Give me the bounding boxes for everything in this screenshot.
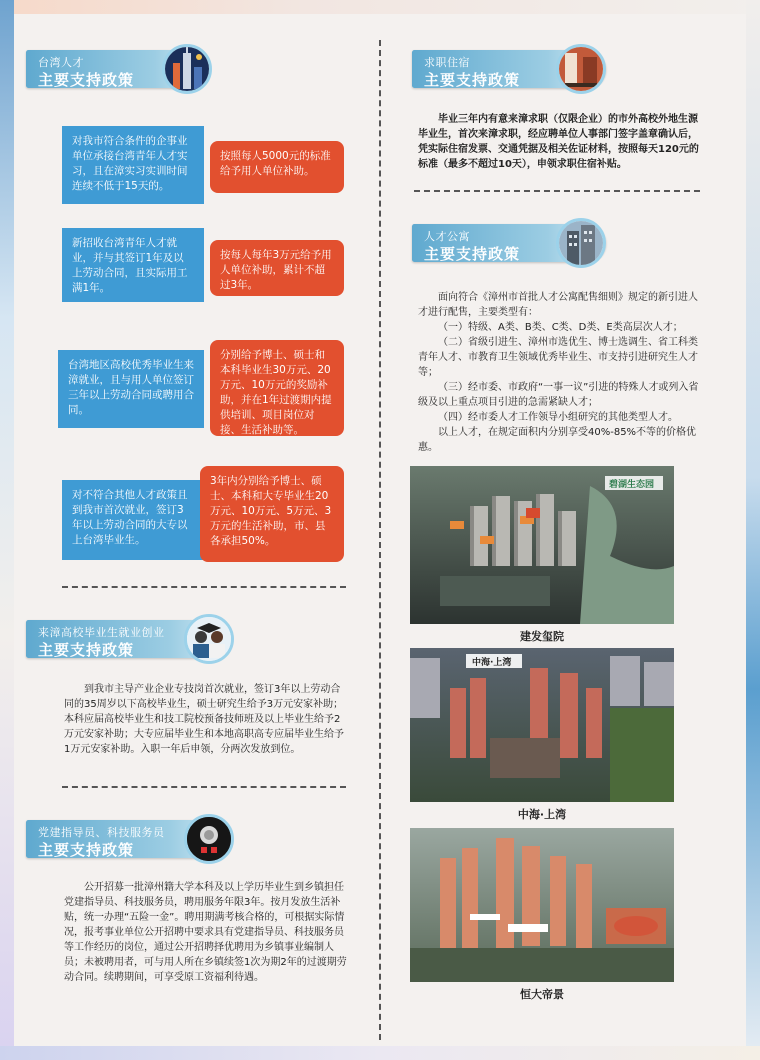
section-header-accommodation [412, 44, 606, 92]
section-subtitle: 求职住宿 [424, 56, 470, 69]
column-divider [379, 40, 381, 1040]
page-edge-left [0, 0, 14, 1060]
photo-caption: 中海·上湾 [517, 808, 567, 821]
hotel-room-icon [556, 44, 606, 94]
apartment-item-4: （四）经市委人才工作领导小组研究的其他类型人才。 [438, 412, 678, 423]
skyscraper-icon [162, 44, 212, 94]
page-edge-top [0, 0, 760, 14]
apartment-item-2: （二）省级引进生、漳州市选优生、博士选调生、省工科类青年人才、市教育卫生领域优秀毕业生、市支持引进研究生人才等； [418, 337, 698, 378]
section-subtitle: 来漳高校毕业生就业创业 [38, 626, 165, 639]
apartment-item-3: （三）经市委、市政府“一事一议”引进的特殊人才或列入省级及以上重点项目引进的急需紧缺人才； [418, 382, 699, 408]
section-title: 主要支持政策 [38, 641, 135, 659]
section-title: 主要支持政策 [38, 71, 135, 89]
section-divider [62, 786, 346, 788]
section-title: 主要支持政策 [424, 245, 521, 263]
photo-label-tag: 中海·上湾 [472, 658, 512, 668]
section-header-apartment [412, 218, 606, 266]
photo-caption: 建发玺院 [520, 630, 564, 643]
page-edge-right [746, 0, 760, 1060]
section-title: 主要支持政策 [424, 71, 521, 89]
photo-label-tag: 碧湖生态园 [609, 480, 655, 490]
photo-jianfa-xiyuan [410, 466, 674, 624]
section-header-graduates [26, 614, 232, 662]
section-divider [62, 586, 346, 588]
section-title: 主要支持政策 [38, 841, 135, 859]
apartment-building-icon [556, 218, 606, 268]
apartment-policy-text [418, 290, 704, 455]
apartment-item-1: （一）特级、A类、B类、C类、D类、E类高层次人才； [438, 322, 683, 333]
graduates-policy-text: 到我市主导产业企业专技岗首次就业，签订3年以上劳动合同的35周岁以下高校毕业生，硕士研究生给予3万元安家补助；本科应届高校毕业生和技工院校预备技师班及以上毕业生给予2万元安家补助；大专应届毕业生和本地高职高专应届毕业生给予1万元安家补助。入职一年后申领，分两次发放到位。 [64, 684, 344, 755]
photo-caption: 恒大帝景 [520, 988, 564, 1001]
section-subtitle: 台湾人才 [38, 56, 84, 69]
policy-benefit-2: 按每人每年3万元给予用人单位补助，累计不超过3年。 [210, 240, 344, 296]
policy-condition-1: 对我市符合条件的企事业单位承接台湾青年人才实习，且在漳实习实训时间连续不低于15天的。 [62, 126, 204, 204]
photo-zhonghai-shangwan [410, 648, 674, 802]
graduates-icon [184, 614, 234, 664]
apartment-intro: 面向符合《漳州市首批人才公寓配售细则》规定的新引进人才进行配售，主要类型有： [418, 292, 698, 318]
policy-condition-3: 台湾地区高校优秀毕业生来漳就业，且与用人单位签订三年以上劳动合同或聘用合同。 [58, 350, 204, 428]
policy-benefit-4: 3年内分别给予博士、硕士、本科和大专毕业生20万元、10万元、5万元、3万元的生活补助，市、县各承担50%。 [200, 466, 344, 562]
section-divider [414, 190, 700, 192]
section-header-party [26, 814, 232, 862]
policy-condition-4: 对不符合其他人才政策且到我市首次就业，签订3年以上劳动合同的大专以上台湾毕业生。 [62, 480, 204, 560]
section-subtitle: 人才公寓 [424, 230, 470, 243]
party-policy-text: 公开招募一批漳州籍大学本科及以上学历毕业生到乡镇担任党建指导员、科技服务员，聘用服务年限3年。按月发放生活补贴，统一办理“五险一金”。聘用期满考核合格的，可根据实际情况，报考事业单位公开招聘中要求具有党建指导员、科技服务员等工作经历的岗位，通过公开招聘择优聘用为乡镇事业编制人员；未被聘用者，可与用人所在乡镇续签1次为期2年的过渡期劳动合同。续聘期间，可享受原工资福利待遇。 [64, 882, 347, 983]
photo-hengda-dijing [410, 828, 674, 982]
policy-benefit-1: 按照每人5000元的标准给予用人单位补助。 [210, 141, 344, 193]
page-edge-bottom [0, 1046, 760, 1060]
policy-condition-2: 新招收台湾青年人才就业，并与其签订1年及以上劳动合同，且实际用工满1年。 [62, 228, 204, 302]
section-header-taiwan [26, 44, 210, 92]
policy-benefit-3: 分别给予博士、硕士和本科毕业生30万元、20万元、10万元的奖励补助，并在1年过渡期内提供培训、项目岗位对接、生活补助等。 [210, 340, 344, 436]
party-emblem-icon [184, 814, 234, 864]
apartment-outro: 以上人才，在规定面积内分别享受40%-85%不等的价格优惠。 [418, 427, 697, 453]
accommodation-policy-text: 毕业三年内有意来漳求职（仅限企业）的市外高校外地生源毕业生，首次来漳求职，经应聘单位人事部门签字盖章确认后，凭实际住宿发票、交通凭据及相关佐证材料，按照每天120元的标准（最多不超过10天），申领求职住宿补贴。 [418, 114, 699, 170]
section-subtitle: 党建指导员、科技服务员 [38, 826, 165, 839]
